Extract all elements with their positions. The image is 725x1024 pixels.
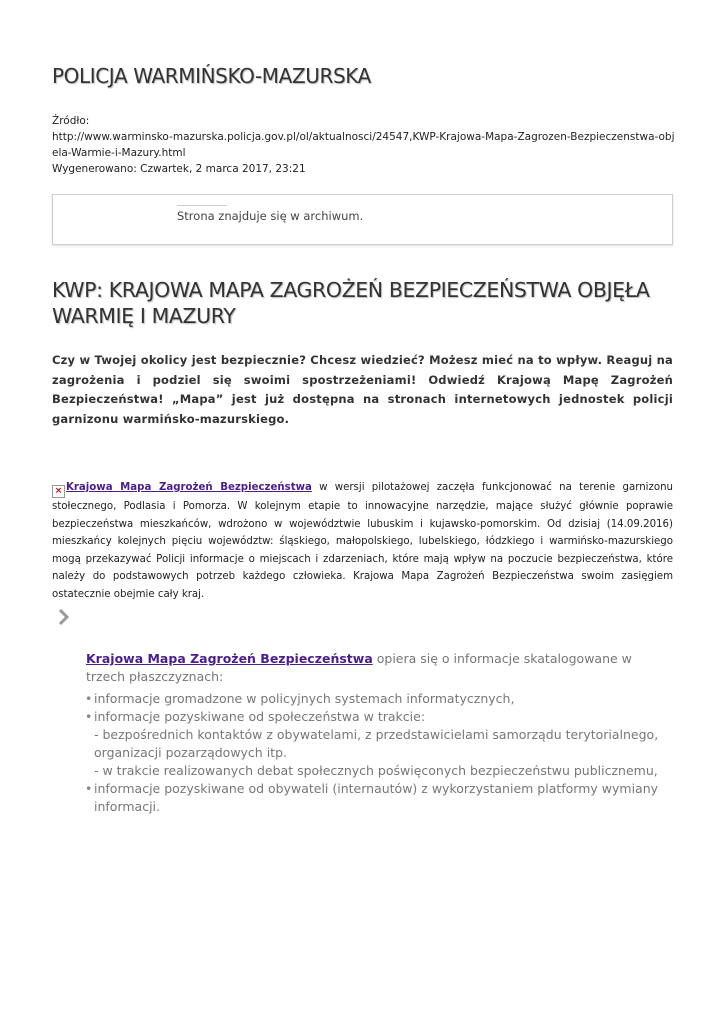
list-item-text: informacje pozyskiwane od społeczeństwa w trakcie: bbox=[94, 709, 426, 724]
chevron-right-icon[interactable] bbox=[55, 606, 73, 628]
archive-notice-box bbox=[52, 194, 673, 245]
archive-divider bbox=[177, 205, 227, 206]
list-item-text: informacje pozyskiwane od obywateli (internautów) z wykorzystaniem platformy wymiany informacji. bbox=[94, 781, 659, 814]
list-item-text: informacje gromadzone w policyjnych systemach informatycznych, bbox=[94, 691, 515, 706]
broken-image-icon: × bbox=[52, 485, 65, 498]
section-map-link[interactable]: Krajowa Mapa Zagrożeń Bezpieczeństwa bbox=[86, 651, 373, 666]
article-title: KWP: KRAJOWA MAPA ZAGROŻEŃ BEZPIECZEŃSTWA OBJĘŁA WARMIĘ I MAZURY bbox=[52, 278, 650, 328]
section-intro-text: opiera się o informacje skatalogowane w trzech płaszczyznach: bbox=[86, 651, 632, 684]
map-info-section bbox=[86, 650, 666, 816]
map-link[interactable]: Krajowa Mapa Zagrożeń Bezpieczeństwa bbox=[66, 482, 312, 493]
sources-list bbox=[86, 690, 666, 816]
list-item bbox=[94, 708, 666, 780]
list-subitem: - bezpośrednich kontaktów z obywatelami, z przedstawicielami samorządu terytorialnego, organizacji pozarządowych itp. bbox=[94, 727, 659, 760]
site-title: POLICJA WARMIŃSKO-MAZURSKA bbox=[52, 64, 371, 88]
source-label: Źródło: bbox=[52, 115, 90, 127]
section-intro bbox=[86, 650, 666, 686]
list-item bbox=[94, 690, 666, 708]
source-url: http://www.warminsko-mazurska.policja.gov.pl/ol/aktualnosci/24547,KWP-Krajowa-Mapa-Zagrozen-Bezpieczenstwa-objela-Warmie-i-Mazury.html bbox=[52, 131, 675, 159]
list-item bbox=[94, 780, 666, 816]
article-body-text: w wersji pilotażowej zaczęła funkcjonować na terenie garnizonu stołecznego, Podlasia i Pomorza. W kolejnym etapie to innowacyjne narzędzie, mające służyć głównie poprawie bezpieczeństwa mieszkańców, wdrożono w województwie lubuskim i kujawsko-pomorskim. Od dzisiaj (14.09.2016) mieszkańcy kolejnych pięciu województw: śląskiego, małopolskiego, lubelskiego, łódzkiego i warmińsko-mazurskiego mogą przekazywać Policji informacje o miejscach i zdarzeniach, które mają wpływ na poczucie bezpieczeństwa, które należy do podstawowych potrzeb każdego człowieka. Krajowa Mapa Zagrożeń Bezpieczeństwa swoim zasięgiem ostatecznie obejmie cały kraj. bbox=[52, 482, 673, 600]
archive-notice: Strona znajduje się w archiwum. bbox=[177, 209, 364, 223]
source-meta bbox=[52, 113, 677, 177]
generated-date: Wygenerowano: Czwartek, 2 marca 2017, 23:21 bbox=[52, 163, 306, 175]
article-lead: Czy w Twojej okolicy jest bezpiecznie? Chcesz wiedzieć? Możesz mieć na to wpływ. Reaguj na zagrożenia i podziel się swoimi spostrzeżeniami! Odwiedź Krajową Mapę Zagrożeń Bezpieczeństwa! „Mapa” jest już dostępna na stronach internetowych jednostek policji garnizonu warmińsko-mazurskiego. bbox=[52, 353, 673, 426]
list-subitem: - w trakcie realizowanych debat społecznych poświęconych bezpieczeństwu publicznemu, bbox=[94, 763, 658, 778]
article-body bbox=[52, 479, 673, 603]
